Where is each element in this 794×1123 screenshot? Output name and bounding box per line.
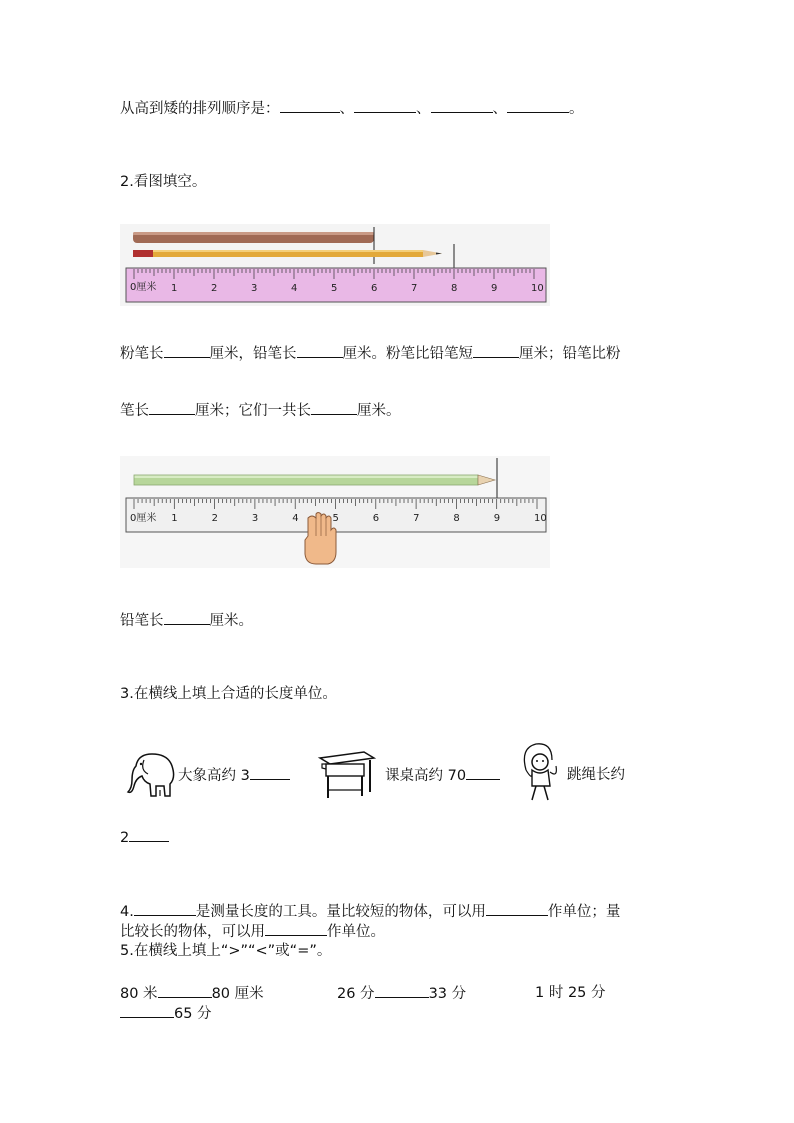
q5-item-2: 26 分 33 分 — [337, 983, 466, 1004]
ruler-unit-label: 0厘米 — [130, 513, 157, 524]
compare-blank[interactable] — [158, 983, 212, 998]
ruler-number: 4 — [291, 283, 298, 294]
q2-title: 2.看图填空。 — [120, 174, 207, 190]
chalk-pencil-ruler-figure — [120, 224, 550, 306]
q4-line-2: 比较长的物体，可以用 作单位。 — [120, 921, 385, 942]
ruler-number: 8 — [451, 283, 458, 294]
answer-blank[interactable] — [431, 98, 493, 113]
green-pencil-ruler-figure — [120, 456, 550, 568]
q3-wrap-line: 2 — [120, 827, 169, 848]
q2-line-3: 铅笔长 厘米。 — [120, 610, 253, 631]
unit-blank[interactable] — [129, 827, 169, 842]
q2-line-2: 笔长 厘米；它们一共长 厘米。 — [120, 400, 401, 421]
desk-icon — [316, 746, 376, 800]
ruler-number: 3 — [251, 513, 259, 524]
tool-blank[interactable] — [134, 901, 196, 916]
ruler-number: 2 — [211, 513, 218, 524]
q1-order-line: 从高到矮的排列顺序是： 、 、 、 。 — [120, 98, 584, 119]
ruler-number: 4 — [292, 513, 299, 524]
q5-item-3-left: 1 时 25 分 — [535, 985, 606, 1001]
compare-blank[interactable] — [120, 1003, 174, 1018]
ruler-number: 7 — [413, 513, 420, 524]
ruler-number: 8 — [453, 513, 460, 524]
difference-blank-2[interactable] — [149, 400, 195, 415]
ruler-number: 10 — [534, 513, 547, 524]
q4-line-1: 4. 是测量长度的工具。量比较短的物体，可以用 作单位；量 — [120, 901, 620, 922]
answer-blank[interactable] — [507, 98, 569, 113]
q3-title: 3.在横线上填上合适的长度单位。 — [120, 686, 337, 702]
ruler-unit-label: 0厘米 — [130, 282, 157, 293]
ruler-number: 6 — [372, 513, 380, 524]
q5-item-1: 80 米 80 厘米 — [120, 983, 264, 1004]
ruler-number: 1 — [171, 283, 178, 294]
ruler-number: 3 — [251, 283, 258, 294]
ruler-number: 9 — [491, 283, 498, 294]
total-length-blank[interactable] — [311, 400, 357, 415]
q2-line-1: 粉笔长 厘米，铅笔长 厘米。粉笔比铅笔短 厘米；铅笔比粉 — [120, 343, 621, 364]
ruler — [126, 268, 546, 302]
long-unit-blank[interactable] — [265, 921, 327, 936]
q5-item-3-right: 65 分 — [120, 1003, 212, 1024]
difference-blank[interactable] — [473, 343, 519, 358]
hand-icon — [305, 513, 336, 565]
ruler-number: 5 — [331, 283, 338, 294]
chalk-length-blank[interactable] — [164, 343, 210, 358]
ruler-number: 5 — [332, 513, 339, 524]
q3-item-elephant: 大象高约 3 — [178, 765, 290, 786]
elephant-icon — [124, 748, 180, 802]
ruler-number: 9 — [493, 513, 501, 524]
ruler-number: 7 — [411, 283, 418, 294]
q3-item-desk: 课桌高约 70 — [385, 765, 500, 786]
answer-blank[interactable] — [354, 98, 416, 113]
q1-order-text: 从高到矮的排列顺序是： — [120, 101, 280, 117]
answer-blank[interactable] — [280, 98, 340, 113]
green-pencil-length-blank[interactable] — [164, 610, 210, 625]
ruler-number: 10 — [531, 283, 544, 294]
jump-rope-child-icon — [518, 740, 564, 804]
q5-title: 5.在横线上填上“>”“<”或“=”。 — [120, 943, 332, 959]
ruler — [126, 498, 547, 532]
short-unit-blank[interactable] — [486, 901, 548, 916]
ruler-number: 6 — [371, 283, 378, 294]
unit-blank[interactable] — [466, 765, 500, 780]
ruler-number: 2 — [211, 283, 218, 294]
compare-blank[interactable] — [375, 983, 429, 998]
q3-item-jump-rope: 跳绳长约 — [567, 767, 625, 783]
ruler-number: 1 — [171, 513, 178, 524]
unit-blank[interactable] — [250, 765, 290, 780]
pencil-length-blank[interactable] — [297, 343, 343, 358]
